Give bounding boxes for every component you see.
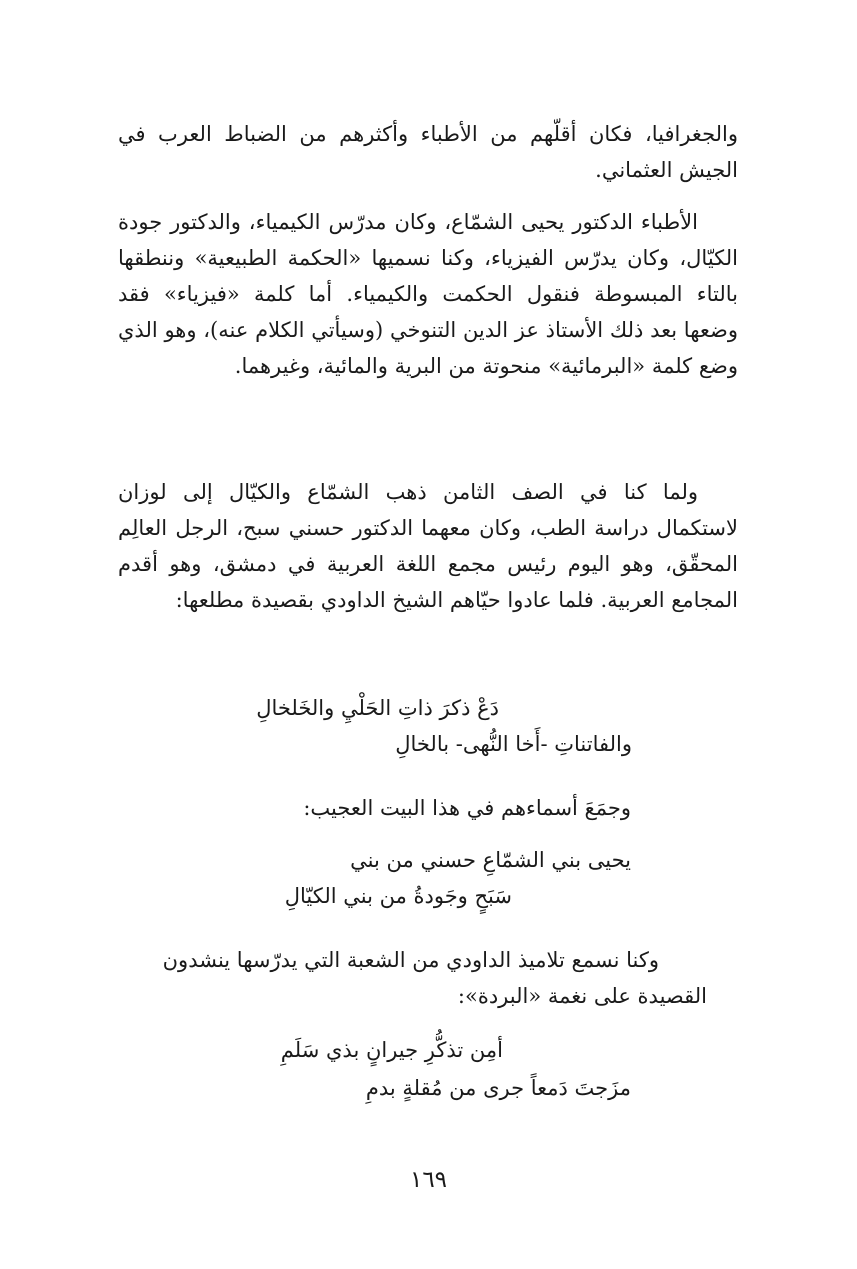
page-number: ١٦٩ <box>409 1167 448 1193</box>
paragraph-continuation <box>118 116 738 188</box>
paragraph-4-line-1: وكنا نسمع تلاميذ الداودي من الشعبة التي يدرّسها ينشدون <box>162 948 659 972</box>
paragraph-3-text: ولما كنا في الصف الثامن ذهب الشمّاع والكيّال إلى لوزان لاستكمال دراسة الطب، وكان معهما الدكتور حسني سبح، الرجل العالِم المحقّق، وهو اليوم رئيس مجمع اللغة العربية في دمشق، وهو أقدم المجامع العربية. فلما عادوا حيّاهم الشيخ الداودي بقصيدة مطلعها: <box>118 480 738 612</box>
verse-1-hemistich-1: دَعْ ذكرَ ذاتِ الحَلْيِ والخَلخالِ <box>256 696 499 720</box>
verse-1-hemistich-2: والفاتناتِ -أَخا النُّهى- بالخالِ <box>395 732 632 756</box>
verse-2-hemistich-2: سَبَحٍ وجَودةُ من بني الكيّالِ <box>284 884 512 908</box>
paragraph-1-text: والجغرافيا، فكان أقلّهم من الأطباء وأكثرهم من الضباط العرب في الجيش العثماني. <box>118 122 738 182</box>
verse-2-intro: وجمَعَ أسماءهم في هذا البيت العجيب: <box>303 796 631 820</box>
paragraph-lausanne <box>118 474 738 618</box>
verse-3-hemistich-1: أمِن تذكُّرِ جيرانٍ بذي سَلَمِ <box>280 1038 503 1062</box>
paragraph-physicians <box>118 204 738 384</box>
verse-2-hemistich-1: يحيى بني الشمّاعِ حسني من بني <box>350 848 631 872</box>
verse-3-hemistich-2: مزَجتَ دَمعاً جرى من مُقلةٍ بدمِ <box>365 1076 631 1100</box>
paragraph-2-text: الأطباء الدكتور يحيى الشمّاع، وكان مدرّس الكيمياء، والدكتور جودة الكيّال، وكان يدرّس الفيزياء، وكنا نسميها «الحكمة الطبيعية» وننطقها بالتاء المبسوطة فنقول الحكمت والكيمياء. أما كلمة «فيزياء» فقد وضعها بعد ذلك الأستاذ عز الدين التنوخي (وسيأتي الكلام عنه)، وهو الذي وضع كلمة «البرمائية» منحوتة من البرية والمائية، وغيرهما. <box>118 210 738 378</box>
paragraph-4-line-2: القصيدة على نغمة «البردة»: <box>457 984 707 1008</box>
